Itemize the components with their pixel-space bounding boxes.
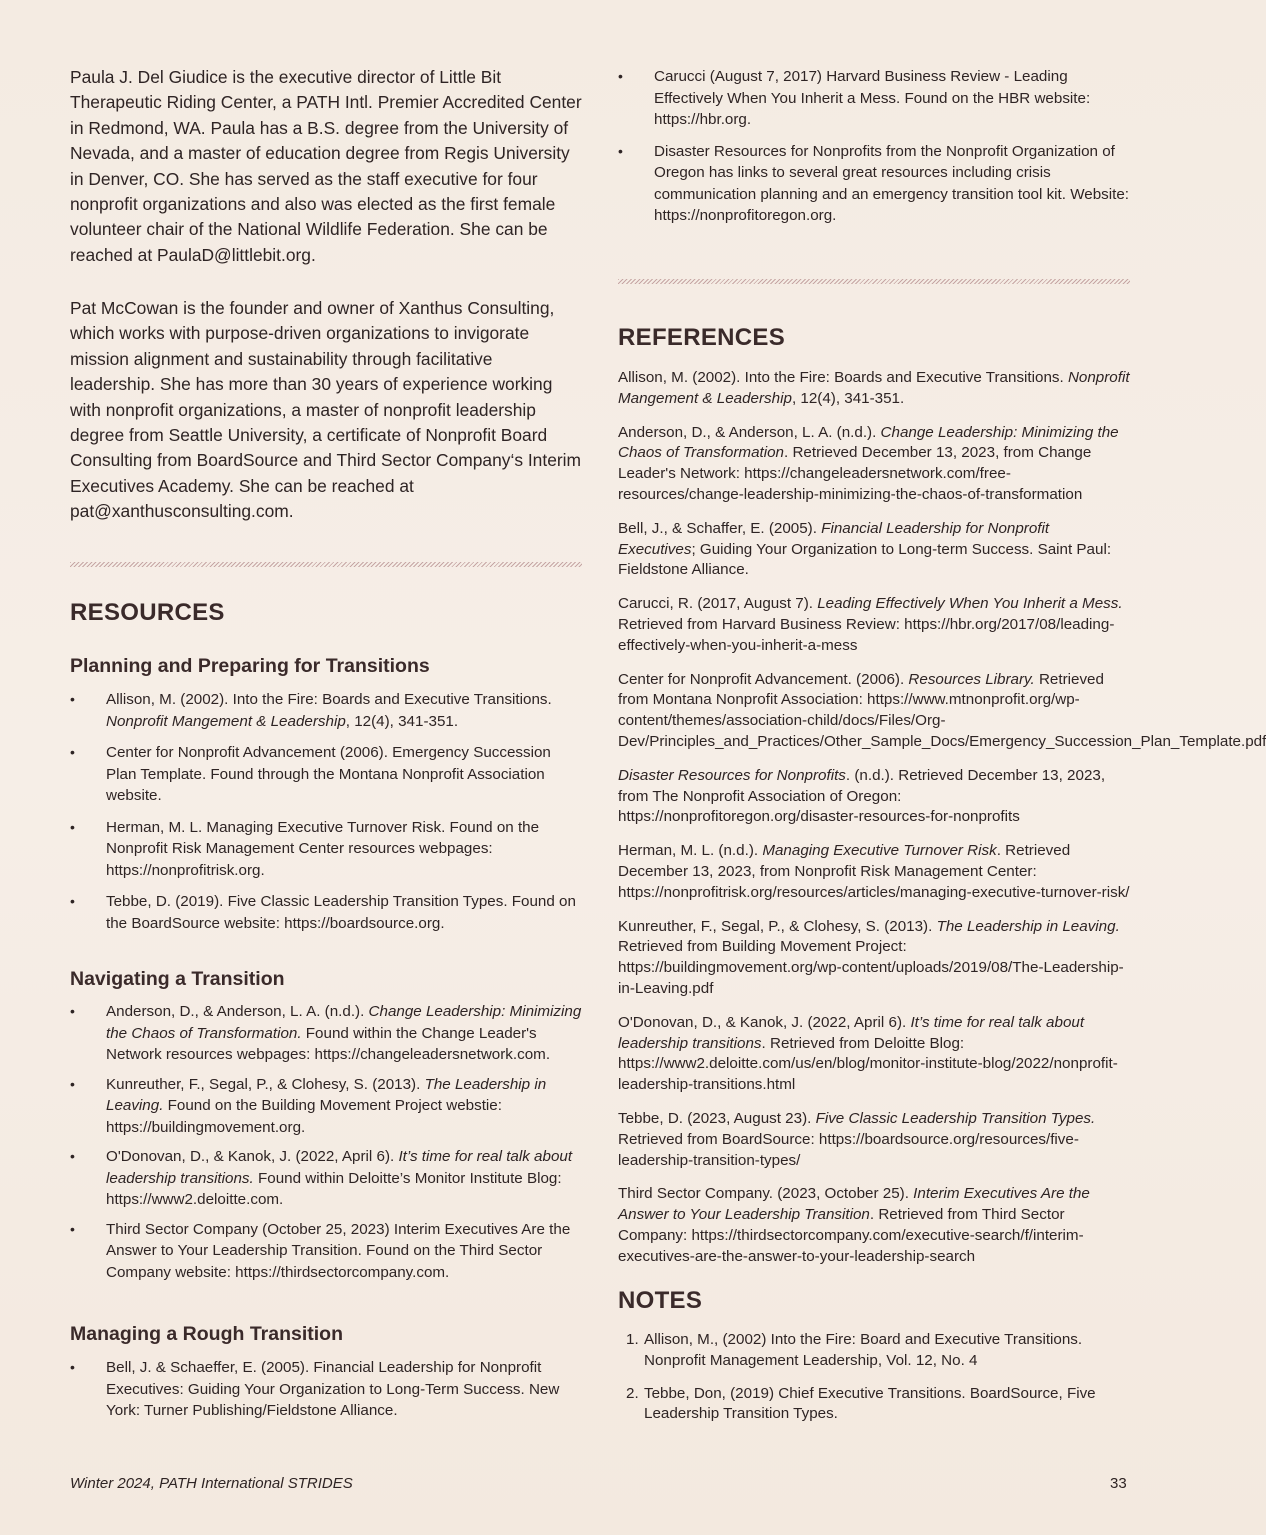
list-item: • Herman, M. L. Managing Executive Turnover Risk. Found on the Nonprofit Risk Management Center resources webpages: https://nonprofitrisk.org. (70, 817, 582, 882)
references-heading: REFERENCES (618, 324, 786, 351)
navigating-subheading: Navigating a Transition (70, 968, 285, 990)
list-item: • Anderson, D., & Anderson, L. A. (n.d.). Change Leadership: Minimizing the Chaos of Transformation. Found within the Change Leader's Network resources webpages: https://changeleadersnetwork.com. (70, 1001, 582, 1066)
footer-publication: Winter 2024, PATH International STRIDES (70, 1475, 353, 1492)
planning-subheading: Planning and Preparing for Transitions (70, 655, 430, 677)
page-number: 33 (1110, 1475, 1127, 1492)
references-list (618, 368, 1266, 1280)
resources-continued-list (618, 66, 1130, 237)
reference-item: Tebbe, D. (2023, August 23). Five Classic Leadership Transition Types. Retrieved from BoardSource: https://boardsource.org/resources/five-leadership-transition-types/ (618, 1109, 1096, 1169)
rough-subheading: Managing a Rough Transition (70, 1323, 343, 1345)
rough-list (70, 1357, 582, 1432)
reference-item: O'Donovan, D., & Kanok, J. (2022, April 6). It’s time for real talk about leadership transitions. Retrieved from Deloitte Blog: https://www2.deloitte.com/us/en/blog/monitor-institute-blog/2022/nonprofit-leadership-transitions.html (618, 1013, 1118, 1094)
reference-item: Carucci, R. (2017, August 7). Leading Effectively When You Inherit a Mess. Retrieved from Harvard Business Review: https://hbr.org/2017/08/leading-effectively-when-you-inherit-a-mess (618, 595, 1123, 654)
list-item: • Third Sector Company (October 25, 2023) Interim Executives Are the Answer to Your Leadership Transition. Found on the Third Sector Company website: https://thirdsectorcompany.com. (70, 1219, 582, 1284)
reference-item: Disaster Resources for Nonprofits. (n.d.). Retrieved December 13, 2023, from The Nonprofit Association of Oregon: https://nonprofitoregon.org/disaster-resources-for-nonprofits (618, 766, 1106, 826)
notes-list (626, 1330, 1130, 1437)
reference-item: Anderson, D., & Anderson, L. A. (n.d.). Change Leadership: Minimizing the Chaos of Transformation. Retrieved December 13, 2023, from Change Leader's Network: https://changeleadersnetwork.com/free-resources/change-leadership-minimizing-the-chaos-of-transformation (618, 423, 1119, 503)
reference-item: Center for Nonprofit Advancement. (2006). Resources Library. Retrieved from Montana Nonprofit Association: https://www.mtnonprofit.org/wp-content/themes/association-child/docs/Files/Org-Dev/Principles_and_Practices/Other_Sample_Docs/Emergency_Succession_Plan_Template.pdf (618, 670, 1266, 750)
list-item: • Carucci (August 7, 2017) Harvard Business Review - Leading Effectively When You Inherit a Mess. Found on the HBR website: https://hbr.org. (618, 66, 1130, 131)
note-item: 2. Tebbe, Don, (2019) Chief Executive Transitions. BoardSource, Five Leadership Transition Types. (626, 1384, 1096, 1423)
resources-heading: RESOURCES (70, 599, 225, 626)
list-item: • Tebbe, D. (2019). Five Classic Leadership Transition Types. Found on the BoardSource website: https://boardsource.org. (70, 891, 582, 934)
author-bio-pat: Pat McCowan is the founder and owner of Xanthus Consulting, which works with purpose-driven organizations to invigorate mission alignment and sustainability through facilitative leadership. She has more than 30 years of experience working with nonprofit organizations, a master of nonprofit leadership degree from Seattle University, a certificate of Nonprofit Board Consulting from BoardSource and Third Sector Company‘s Interim Executives Academy. She can be reached at pat@xanthusconsulting.com. (70, 298, 582, 522)
list-item: • Center for Nonprofit Advancement (2006). Emergency Succession Plan Template. Found through the Montana Nonprofit Association website. (70, 742, 582, 807)
author-bio-paula: Paula J. Del Giudice is the executive director of Little Bit Therapeutic Riding Center, a PATH Intl. Premier Accredited Center in Redmond, WA. Paula has a B.S. degree from the University of Nevada, and a master of education degree from Regis University in Denver, CO. She has served as the staff executive for four nonprofit organizations and also was elected as the first female volunteer chair of the National Wildlife Federation. She can be reached at PaulaD@littlebit.org. (70, 67, 582, 265)
list-item: • Disaster Resources for Nonprofits from the Nonprofit Organization of Oregon has links to several great resources including crisis communication planning and an emergency transition tool kit. Website: https://nonprofitoregon.org. (618, 141, 1130, 227)
list-item: • Kunreuther, F., Segal, P., & Clohesy, S. (2013). The Leadership in Leaving. Found on the Building Movement Project webstie: https://buildingmovement.org. (70, 1074, 582, 1139)
navigating-list (70, 1001, 582, 1291)
planning-list (70, 689, 582, 944)
reference-item: Kunreuther, F., Segal, P., & Clohesy, S. (2013). The Leadership in Leaving. Retrieved from Building Movement Project: https://buildingmovement.org/wp-content/uploads/2019/08/The-Leadership-in-Leaving.pdf (618, 917, 1124, 997)
list-item: • Allison, M. (2002). Into the Fire: Boards and Executive Transitions. Nonprofit Mangement & Leadership, 12(4), 341-351. (70, 689, 582, 732)
note-item: 1. Allison, M., (2002) Into the Fire: Board and Executive Transitions. Nonprofit Management Leadership, Vol. 12, No. 4 (626, 1331, 1083, 1369)
reference-item: Third Sector Company. (2023, October 25). Interim Executives Are the Answer to Your Leadership Transition. Retrieved from Third Sector Company: https://thirdsectorcompany.com/executive-search/f/interim-executives-are-the-answer-to-your-leadership-search (618, 1185, 1090, 1265)
section-divider (70, 562, 582, 567)
list-item: • O'Donovan, D., & Kanok, J. (2022, April 6). It’s time for real talk about leadership transitions. Found within Deloitte’s Monitor Institute Blog: https://www2.deloitte.com. (70, 1146, 582, 1211)
section-divider (618, 279, 1130, 284)
reference-item: Allison, M. (2002). Into the Fire: Boards and Executive Transitions. Nonprofit Mangement & Leadership, 12(4), 341-351. (618, 369, 1130, 407)
reference-item: Herman, M. L. (n.d.). Managing Executive Turnover Risk. Retrieved December 13, 2023, from Nonprofit Risk Management Center: https://nonprofitrisk.org/resources/articles/managing-executive-turnover-risk/ (618, 842, 1130, 901)
list-item: • Bell, J. & Schaeffer, E. (2005). Financial Leadership for Nonprofit Executives: Guiding Your Organization to Long-Term Success. New York: Turner Publishing/Fieldstone Alliance. (70, 1357, 582, 1422)
notes-heading: NOTES (618, 1287, 703, 1314)
reference-item: Bell, J., & Schaffer, E. (2005). Financial Leadership for Nonprofit Executives; Guiding Your Organization to Long-term Success. Saint Paul: Fieldstone Alliance. (618, 519, 1112, 579)
